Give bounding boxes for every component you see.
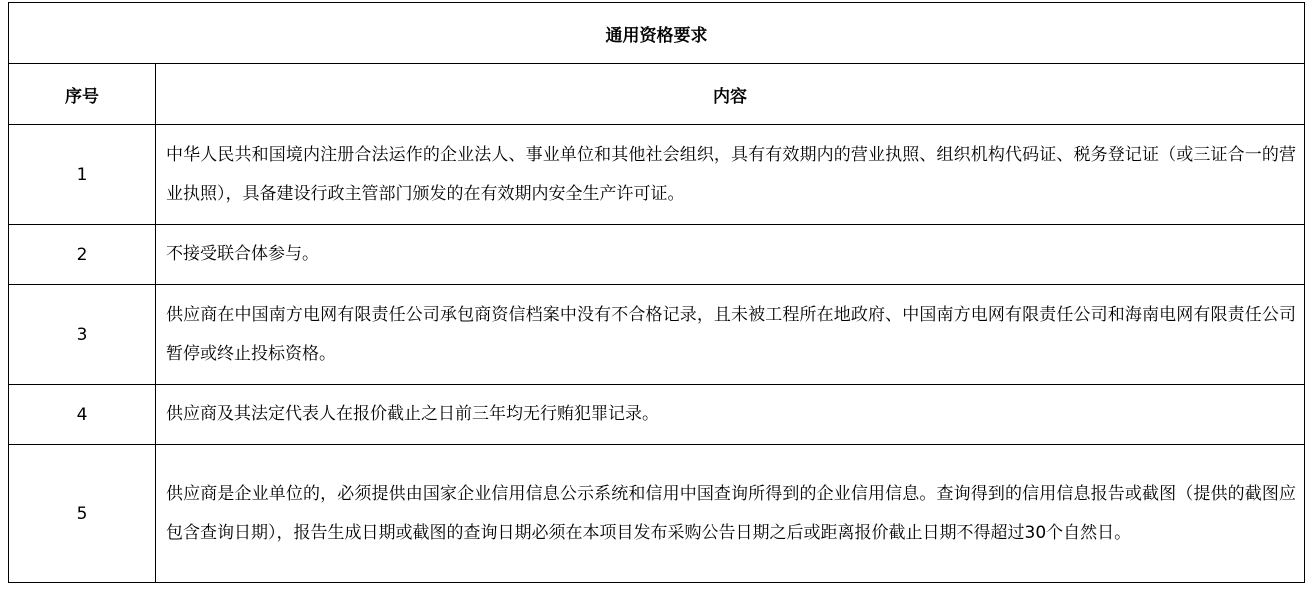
row-content: 供应商及其法定代表人在报价截止之日前三年均无行贿犯罪记录。 <box>156 385 1305 445</box>
table-row <box>9 225 1305 285</box>
table-row <box>9 285 1305 385</box>
row-content: 供应商是企业单位的，必须提供由国家企业信用信息公示系统和信用中国查询所得到的企业信用信息。查询得到的信用信息报告或截图（提供的截图应包含查询日期），报告生成日期或截图的查询日期必须在本项目发布采购公告日期之后或距离报价截止日期不得超过30个自然日。 <box>156 445 1305 583</box>
header-row <box>9 64 1305 125</box>
qualification-table <box>8 2 1305 583</box>
row-index: 5 <box>9 445 156 583</box>
row-content: 中华人民共和国境内注册合法运作的企业法人、事业单位和其他社会组织，具有有效期内的营业执照、组织机构代码证、税务登记证（或三证合一的营业执照），具备建设行政主管部门颁发的在有效期内安全生产许可证。 <box>156 125 1305 225</box>
table-row <box>9 385 1305 445</box>
row-index: 4 <box>9 385 156 445</box>
row-content: 供应商在中国南方电网有限责任公司承包商资信档案中没有不合格记录，且未被工程所在地政府、中国南方电网有限责任公司和海南电网有限责任公司暂停或终止投标资格。 <box>156 285 1305 385</box>
header-content: 内容 <box>156 64 1305 125</box>
table-title: 通用资格要求 <box>9 3 1305 64</box>
table-row <box>9 125 1305 225</box>
row-index: 1 <box>9 125 156 225</box>
table-row <box>9 445 1305 583</box>
row-index: 2 <box>9 225 156 285</box>
row-content: 不接受联合体参与。 <box>156 225 1305 285</box>
title-row <box>9 3 1305 64</box>
header-index: 序号 <box>9 64 156 125</box>
row-index: 3 <box>9 285 156 385</box>
